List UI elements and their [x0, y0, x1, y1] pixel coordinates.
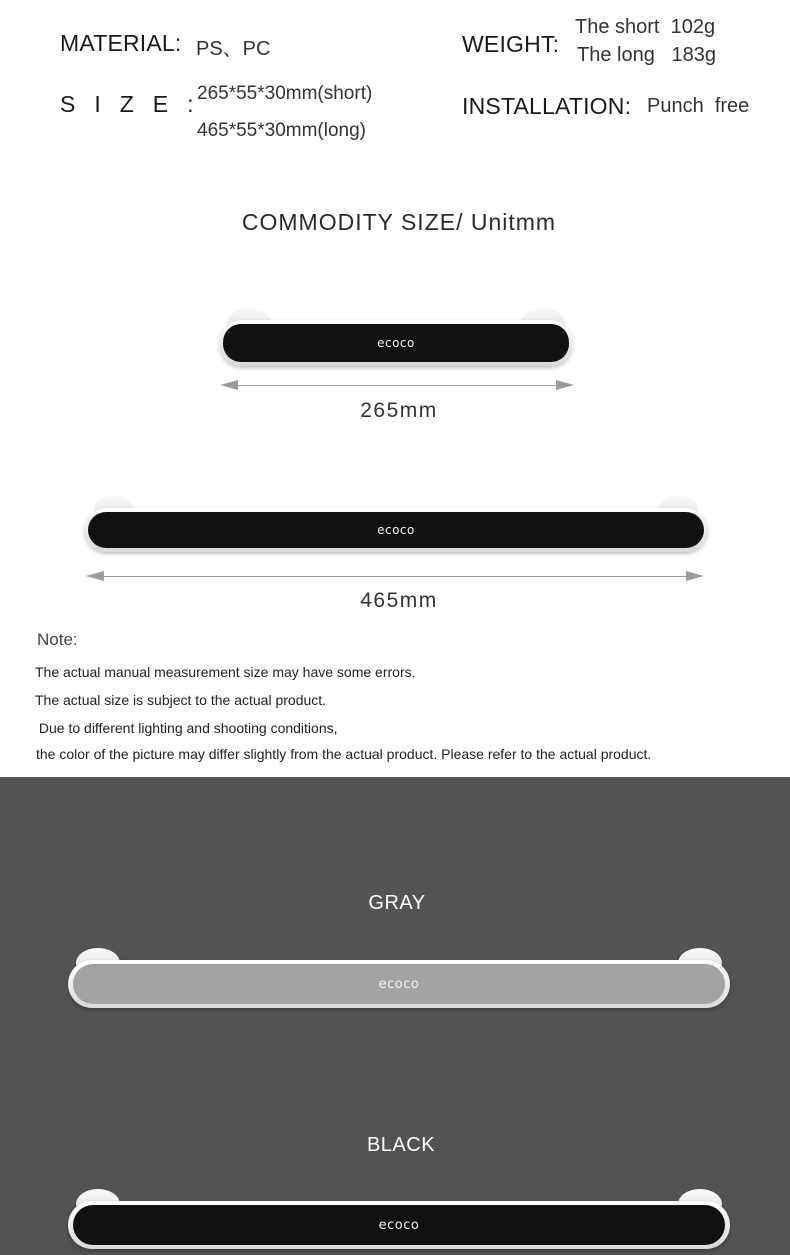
brand-logo: ecoco — [377, 336, 415, 350]
installation-value: Punch free — [647, 95, 750, 117]
arrow-left-icon — [220, 380, 238, 390]
note-line: Due to different lighting and shooting conditions, — [35, 720, 338, 736]
short-dimension-label: 265mm — [360, 399, 438, 422]
note-line: the color of the picture may differ slightly from the actual product. Please refer to the actual product. — [36, 746, 652, 762]
long-dimension-line — [103, 576, 686, 577]
rack-panel-black — [73, 1205, 725, 1245]
note-line: The actual size is subject to the actual product. — [35, 692, 327, 708]
gray-rack-image — [68, 948, 730, 1010]
gray-color-title: GRAY — [368, 892, 426, 914]
weight-short: The short 102g — [575, 16, 716, 38]
material-label: MATERIAL: — [60, 30, 182, 56]
arrow-right-icon — [686, 571, 704, 581]
rack-panel-gray — [73, 964, 725, 1004]
arrow-left-icon — [86, 571, 104, 581]
commodity-size-title: COMMODITY SIZE/ Unitmm — [241, 209, 557, 235]
black-rack-image — [68, 1189, 730, 1251]
short-dimension-line — [236, 385, 556, 386]
long-dimension-label: 465mm — [360, 589, 438, 612]
short-rack-image — [220, 306, 572, 368]
size-long: 465*55*30mm(long) — [197, 120, 366, 141]
color-options-section — [0, 777, 790, 1255]
material-value: PS、PC — [196, 38, 271, 60]
rack-panel-black — [88, 512, 704, 548]
note-title: Note: — [37, 630, 78, 649]
size-label: SIZE: — [60, 91, 213, 117]
long-rack-image — [85, 494, 707, 554]
weight-long: The long 183g — [577, 44, 716, 66]
weight-label: WEIGHT: — [462, 31, 560, 57]
arrow-right-icon — [556, 380, 574, 390]
rack-panel-black — [223, 324, 569, 362]
black-color-title: BLACK — [366, 1134, 436, 1156]
note-line: The actual manual measurement size may have some errors. — [35, 664, 416, 680]
size-short: 265*55*30mm(short) — [197, 83, 373, 104]
installation-label: INSTALLATION: — [462, 93, 632, 119]
brand-logo: ecoco — [377, 523, 415, 537]
brand-logo: ecoco — [378, 1217, 420, 1233]
brand-logo: ecoco — [378, 976, 420, 992]
